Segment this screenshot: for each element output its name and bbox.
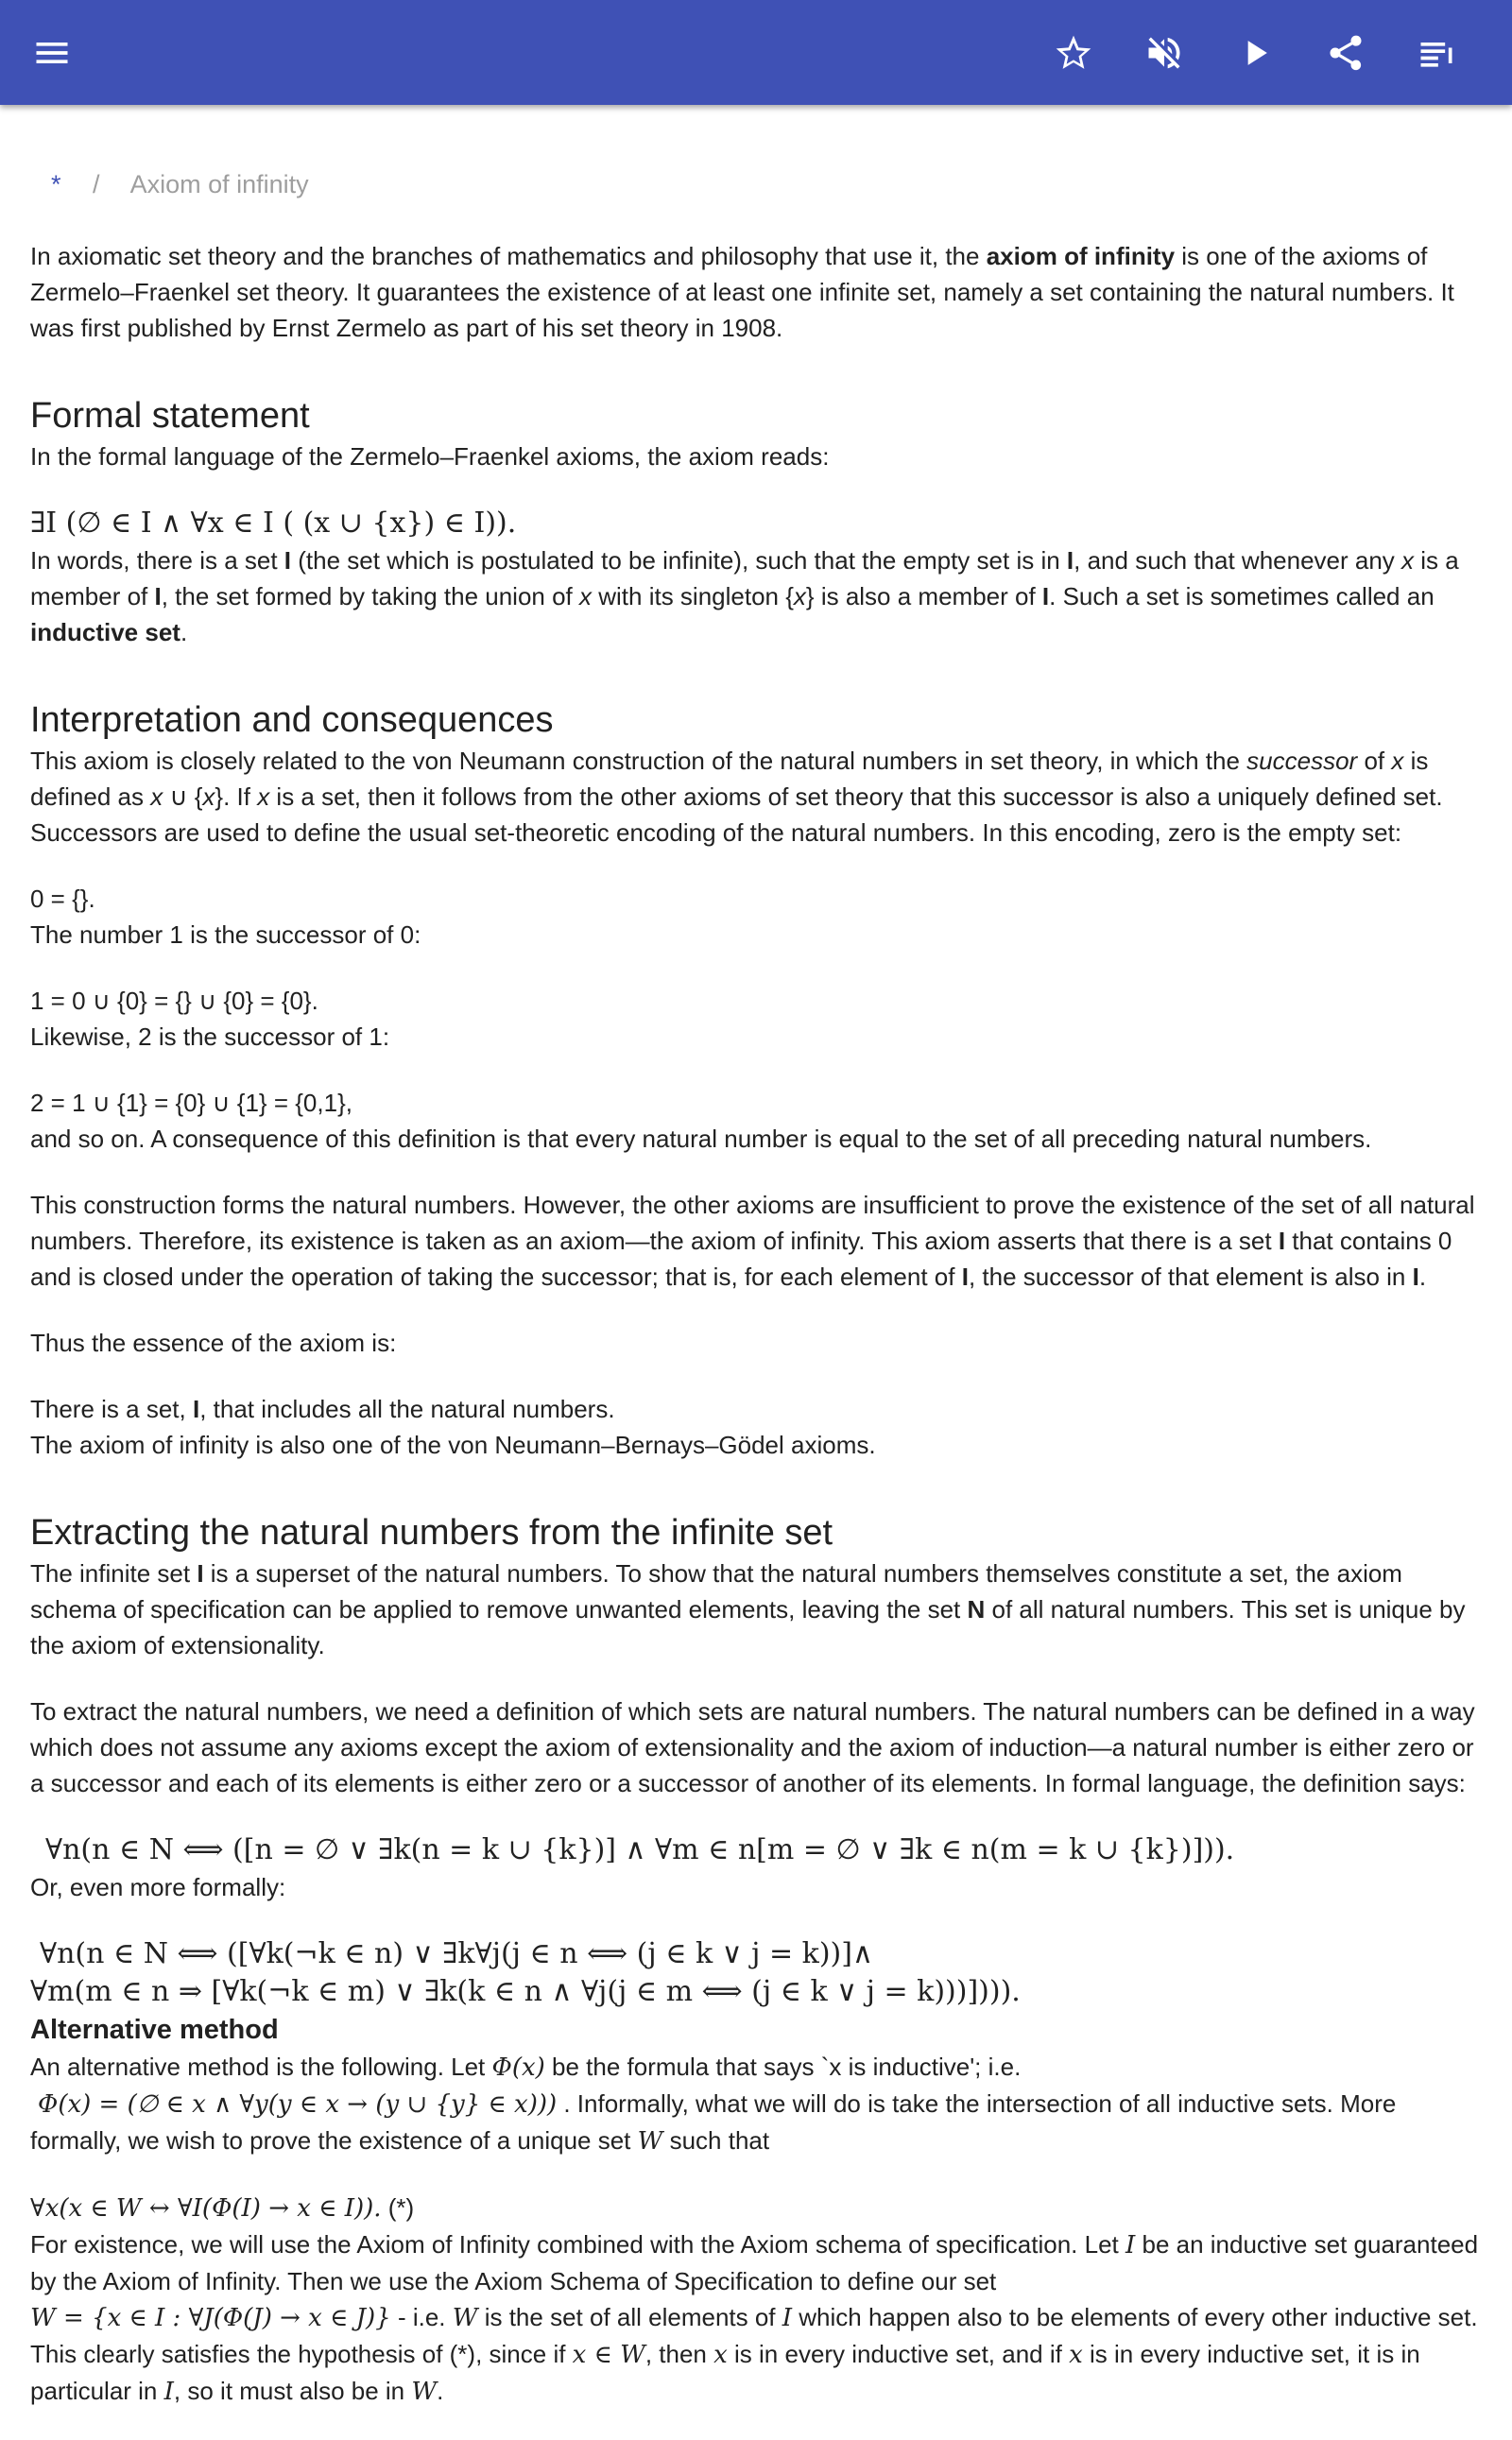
zero-definition: 0 = {}. bbox=[30, 885, 95, 913]
breadcrumb-current: Axiom of infinity bbox=[129, 170, 309, 198]
formal-paragraph: In the formal language of the Zermelo–Fraenkel axioms, the axiom reads: bbox=[30, 442, 830, 471]
formal-words-paragraph: In words, there is a set I (the set which is postulated to be infinite), such that the empty set is in I, and such that whenever any x is a member of I, the set formed by taking the union of x with its singleton {x} is also a member of I. Such a set is sometimes called an inductive set. bbox=[30, 546, 1459, 646]
volume-off-icon[interactable] bbox=[1134, 23, 1194, 83]
app-bar bbox=[0, 0, 1512, 105]
intro-paragraph: In axiomatic set theory and the branches of mathematics and philosophy that use it, the axiom of infinity is one of the axioms of Zermelo–Fraenkel set theory. It guarantees the existence of at least one infinite set, namely a set containing the natural numbers. It was first published by Ernst Zermelo as part of his set theory in 1908. bbox=[30, 242, 1454, 342]
alternative-paragraph: An alternative method is the following. Let Φ(x) be the formula that says `x is inductive'; i.e. Φ(x) = (∅ ∈ x ∧ ∀y(y ∈ x → (y ∪ {y} ∈ x))) . Informally, what we will do is take the intersection of all inductive sets. More formally, we wish to prove the existence of a unique set W such that bbox=[30, 2053, 1397, 2156]
heading-alternative-method: Alternative method bbox=[30, 2015, 279, 2045]
play-icon[interactable] bbox=[1225, 23, 1285, 83]
two-intro: Likewise, 2 is the successor of 1: bbox=[30, 1022, 390, 1051]
breadcrumb bbox=[51, 166, 1486, 202]
heading-extracting: Extracting the natural numbers from the infinite set bbox=[30, 1513, 833, 1553]
more-formally: Or, even more formally: bbox=[30, 1873, 286, 1901]
star-formula: ∀x(x ∈ W ↔ ∀I(Φ(I) → x ∈ I)). (*) bbox=[30, 2193, 415, 2223]
one-definition: 1 = 0 ∪ {0} = {} ∪ {0} = {0}. bbox=[30, 987, 318, 1015]
existence-paragraph: For existence, we will use the Axiom of Infinity combined with the Axiom schema of specification. Let I be an inductive set guaranteed by the Axiom of Infinity. Then we use the Axiom Schema of Specification to define our set W = {x ∈ I : ∀J(Φ(J) → x ∈ J)} - i.e. W is the set of all elements of I which happen also to be elements of every other inductive set. This clearly satisfies the hypothesis of (*), since if x ∈ W, then x is in every inductive set, and if x is in every inductive set, it is in particular in I, so it must also be in W. bbox=[30, 2230, 1479, 2406]
formal-formula-line2: ∀m(m ∈ n ⇒ [∀k(¬k ∈ m) ∨ ∃k(k ∈ n ∧ ∀j(j ∈ m ⟺ (j ∈ k ∨ j = k)))]))). bbox=[30, 1975, 1021, 2008]
article bbox=[30, 151, 1486, 2440]
definition-paragraph: To extract the natural numbers, we need a definition of which sets are natural numbers. The natural numbers can be defined in a way which does not assume any axioms except the axiom of extensionality and the axiom of induction—a natural number is either zero or a successor and each of its elements is either zero or a successor of another of its elements. In formal language, the definition says: bbox=[30, 1697, 1475, 1797]
natural-numbers-formula: ∀n(n ∈ N ⟺ ([n = ∅ ∨ ∃k(n = k ∪ {k})] ∧ ∀m ∈ n[m = ∅ ∨ ∃k ∈ n(m = k ∪ {k})])). bbox=[45, 1833, 1235, 1866]
essence-paragraph: Thus the essence of the axiom is: bbox=[30, 1329, 397, 1357]
breadcrumb-separator: / bbox=[93, 170, 100, 198]
star-outline-icon[interactable] bbox=[1043, 23, 1104, 83]
so-on-paragraph: and so on. A consequence of this definition is that every natural number is equal to the set of all preceding natural numbers. bbox=[30, 1125, 1372, 1153]
nbg-paragraph: The axiom of infinity is also one of the von Neumann–Bernays–Gödel axioms. bbox=[30, 1431, 876, 1459]
playlist-icon[interactable] bbox=[1406, 23, 1467, 83]
essence-statement: There is a set, I, that includes all the natural numbers. bbox=[30, 1395, 615, 1423]
construction-paragraph: This construction forms the natural numbers. However, the other axioms are insufficient to prove the existence of the set of all natural numbers. Therefore, its existence is taken as an axiom—the axiom of infinity. This axiom asserts that there is a set I that contains 0 and is closed under the operation of taking the successor; that is, for each element of I, the successor of that element is also in I. bbox=[30, 1191, 1475, 1291]
extract-paragraph: The infinite set I is a superset of the natural numbers. To show that the natural numbers themselves constitute a set, the axiom schema of specification can be applied to remove unwanted elements, leaving the set N of all natural numbers. This set is unique by the axiom of extensionality. bbox=[30, 1559, 1466, 1659]
one-intro: The number 1 is the successor of 0: bbox=[30, 920, 421, 949]
heading-interpretation: Interpretation and consequences bbox=[30, 700, 554, 740]
two-definition: 2 = 1 ∪ {1} = {0} ∪ {1} = {0,1}, bbox=[30, 1089, 352, 1117]
formal-formula-line1: ∀n(n ∈ N ⟺ ([∀k(¬k ∈ n) ∨ ∃k∀j(j ∈ n ⟺ (j ∈ k ∨ j = k))]∧ bbox=[40, 1937, 873, 1970]
menu-icon[interactable] bbox=[22, 23, 82, 83]
share-icon[interactable] bbox=[1315, 23, 1376, 83]
axiom-formula: ∃I (∅ ∈ I ∧ ∀x ∈ I ( (x ∪ {x}) ∈ I)). bbox=[30, 507, 517, 540]
breadcrumb-home[interactable]: * bbox=[51, 170, 61, 198]
heading-formal-statement: Formal statement bbox=[30, 396, 310, 436]
interp-paragraph: This axiom is closely related to the von Neumann construction of the natural numbers in set theory, in which the successor of x is defined as x ∪ {x}. If x is a set, then it follows from the other axioms of set theory that this successor is also a uniquely defined set. Successors are used to define the usual set-theoretic encoding of the natural numbers. In this encoding, zero is the empty set: bbox=[30, 747, 1443, 847]
